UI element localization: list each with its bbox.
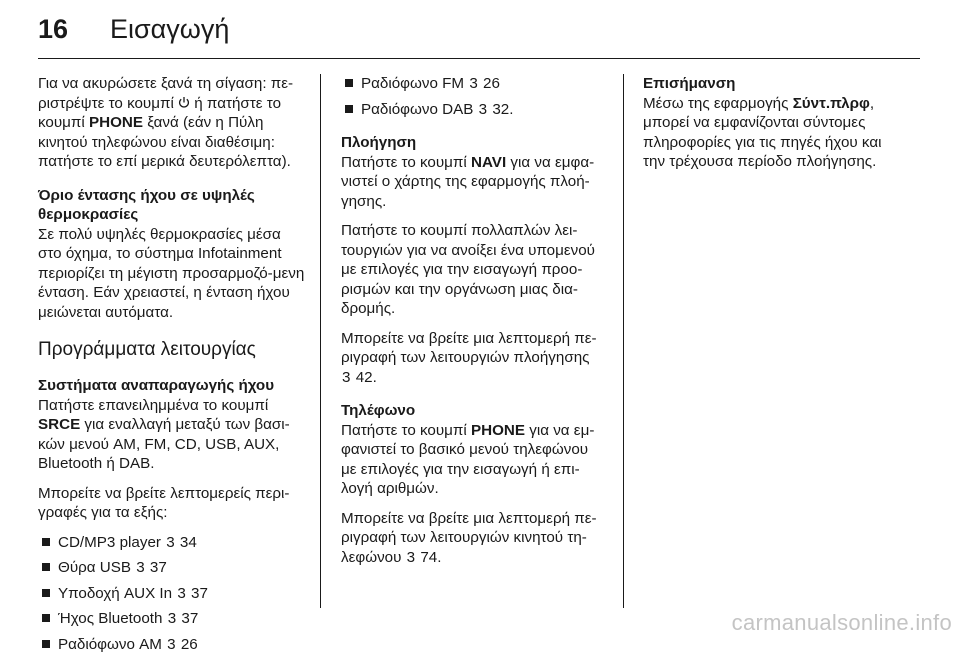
page-header (38, 14, 229, 54)
bullet-icon (42, 614, 50, 622)
list-item: CD/MP3 player 3 34 (38, 533, 308, 553)
bullet-icon (42, 563, 50, 571)
page-link[interactable]: 32. (492, 100, 514, 118)
page-link[interactable]: 42. (355, 368, 377, 386)
column-divider-2 (623, 74, 624, 608)
page-link[interactable]: 37 (149, 559, 167, 576)
page-ref-icon: 3 (478, 100, 488, 118)
temperature-section (38, 186, 308, 323)
page-ref-icon: 3 (167, 635, 176, 653)
audio-source-list (38, 533, 308, 655)
chapter-title: Εισαγωγή (110, 14, 230, 44)
audio-heading: Συστήματα αναπαραγωγής ήχου (38, 377, 275, 394)
phone-heading: Τηλέφωνο (341, 402, 416, 419)
page-number: 16 (38, 14, 69, 44)
bullet-icon (42, 589, 50, 597)
bullet-icon (345, 79, 353, 87)
phone-section: Τηλέφωνο Πατήστε το κουμπί PHONE για να εμ-φανιστεί το βασικό μενού τηλεφώνου με επιλογές για την εισαγωγή ή επι-λογή αριθμών. (341, 401, 603, 499)
page-link[interactable]: 26 (483, 75, 500, 92)
list-item: Ραδιόφωνο FM 3 26 (341, 74, 603, 94)
audio-section: Συστήματα αναπαραγωγής ήχου Πατήστε επανειλημμένα το κουμπί SRCE για εναλλαγή μεταξύ των βασι-κών μενού AM, FM, CD, USB, AUX, Bluetooth ή DAB. (38, 376, 308, 474)
bullet-icon (42, 640, 50, 648)
page-link[interactable]: 74. (420, 548, 442, 566)
page-ref-icon: 3 (406, 548, 416, 566)
navigation-heading: Πλοήγηση (341, 134, 417, 151)
radio-source-list (341, 74, 603, 119)
page-ref-icon: 3 (136, 559, 145, 576)
list-item: Θύρα USB 3 37 (38, 558, 308, 578)
bullet-icon (42, 538, 50, 546)
mute-cancel-paragraph: Για να ακυρώσετε ξανά τη σίγαση: πε-ριστρέψτε το κουμπί ή πατήστε το κουμπί PHONE ξανά (εάν η Πύλη κινητού τηλεφώνου είναι διαθέσιμη: πατήστε το επί μερικά δευτερόλεπτα). (38, 75, 294, 170)
page-ref-icon: 3 (469, 75, 478, 92)
page-ref-icon: 3 (167, 610, 177, 627)
list-item: Ραδιόφωνο AM 3 26 (38, 635, 308, 655)
section-heading: Προγράμματα λειτουργίας (38, 339, 256, 360)
page-ref-icon: 3 (177, 584, 186, 602)
list-item: Υποδοχή AUX In 3 37 (38, 584, 308, 604)
navigation-section: Πλοήγηση Πατήστε το κουμπί NAVI για να εμφα-νιστεί ο χάρτης της εφαρμογής πλοή-γησης. (341, 133, 603, 211)
page-link[interactable]: 37 (191, 584, 208, 602)
page-ref-icon: 3 (166, 533, 175, 551)
watermark: carmanualsonline.info (731, 610, 952, 635)
column-divider-1 (320, 74, 321, 608)
navigation-text-3: Μπορείτε να βρείτε μια λεπτομερή πε-ριγραφή των λειτουργιών πλοήγησης 3 42. (341, 329, 597, 386)
header-rule (38, 58, 920, 59)
list-item: Ραδιόφωνο DAB 3 32. (341, 100, 603, 120)
page-link[interactable]: 26 (180, 635, 198, 653)
navigation-text-2: Πατήστε το κουμπί πολλαπλών λει-τουργιών για να ανοίξει ένα υπομενού με επιλογές για την εισαγωγή προο-ρισμών και την οργάνωση μιας δια-δρομής. (341, 222, 595, 317)
temperature-text: Σε πολύ υψηλές θερμοκρασίες μέσα στο όχημα, το σύστημα Infotainment περιορίζει τη μέγιστη προσαρμοζό-μενη ένταση. Εάν χρειαστεί, η ένταση ήχου μειώνεται αυτόματα. (38, 225, 305, 321)
power-knob-icon (178, 95, 190, 112)
list-item: Ήχος Bluetooth 3 37 (38, 609, 308, 629)
phone-text-2: Μπορείτε να βρείτε μια λεπτομερή πε-ριγραφή των λειτουργιών κινητού τη-λεφώνου 3 74. (341, 509, 597, 566)
temperature-heading: Όριο έντασης ήχου σε υψηλές θερμοκρασίες (38, 186, 255, 223)
note-heading: Επισήμανση (643, 75, 736, 92)
column-3 (643, 74, 905, 182)
column-2 (341, 74, 603, 577)
more-info-paragraph: Μπορείτε να βρείτε λεπτομερείς περι-γραφές για τα εξής: (38, 484, 290, 521)
page-ref-icon: 3 (342, 368, 351, 386)
column-1 (38, 74, 308, 660)
note-section: Επισήμανση Μέσω της εφαρμογής Σύντ.πλρφ, μπορεί να εμφανίζονται σύντομες πληροφορίες για τις πηγές ήχου και την τρέχουσα περίοδο πλοήγησης. (643, 74, 905, 172)
page-link[interactable]: 37 (181, 610, 199, 627)
page-link[interactable]: 34 (179, 533, 197, 551)
bullet-icon (345, 105, 353, 113)
